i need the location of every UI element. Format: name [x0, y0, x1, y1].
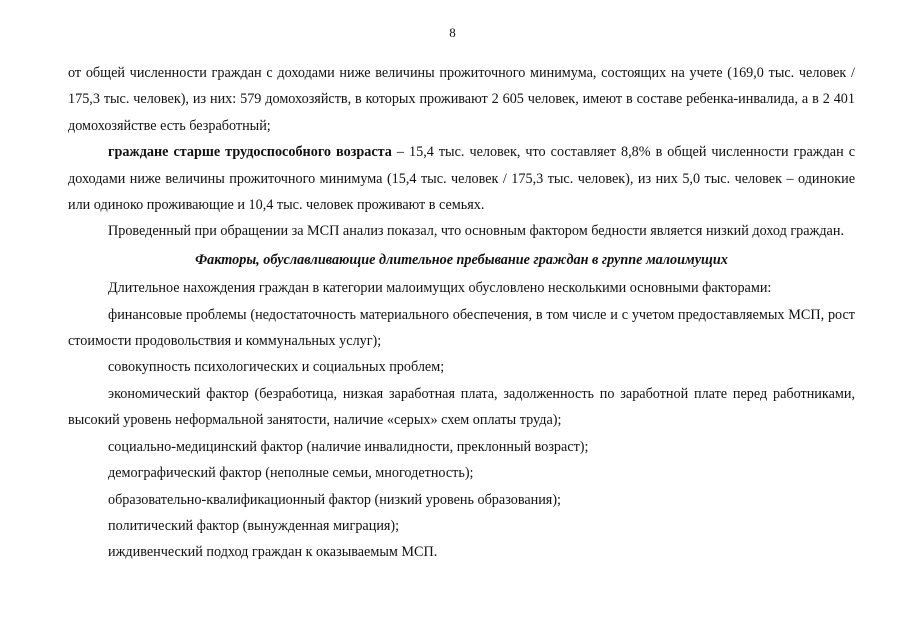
paragraph-text: – 15,4 тыс. человек, что составляет 8,8% в общей численности граждан с доходами ниже величины прожиточного минимума (15,4 тыс. человек / 175,3 тыс. человек), из них 5,0 тыс. человек – одинокие или одиноко проживающие и 10,4 тыс. человек проживают в семьях.: [68, 144, 855, 214]
factor-item: демографический фактор (неполные семьи, многодетность);: [108, 465, 474, 482]
bold-lead-text: граждане старше трудоспособного возраста: [108, 144, 392, 161]
page-number: 8: [449, 25, 456, 40]
factor-item: политический фактор (вынужденная миграция);: [108, 517, 400, 534]
section-heading: Факторы, обуславливающие длительное пребывание граждан в группе малоимущих: [195, 251, 728, 268]
document-body: [68, 60, 855, 566]
factors-intro: Длительное нахождения граждан в категории малоимущих обусловлено несколькими основными факторами:: [108, 280, 772, 297]
factor-item: экономический фактор (безработица, низкая заработная плата, задолженность по заработной плате перед работниками, высокий уровень неформальной занятости, наличие «серых» схем оплаты труда);: [68, 385, 855, 429]
paragraph-continuation: от общей численности граждан с доходами ниже величины прожиточного минимума, состоящих на учете (169,0 тыс. человек / 175,3 тыс. человек), из них: 579 домохозяйств, в которых проживают 2 605 человек, имеют в составе ребенка-инвалида, а в 2 401 домохозяйстве есть безработный;: [68, 65, 855, 134]
factor-item: совокупность психологических и социальных проблем;: [108, 359, 445, 376]
paragraph-analysis: Проведенный при обращении за МСП анализ показал, что основным фактором бедности является низкий доход граждан.: [108, 223, 844, 240]
factor-item: иждивенческий подход граждан к оказываемым МСП.: [108, 544, 438, 561]
factor-item: образовательно-квалификационный фактор (низкий уровень образования);: [108, 491, 562, 508]
factor-item: финансовые проблемы (недостаточность материального обеспечения, в том числе и с учетом предоставляемых МСП, рост стоимости продовольствия и коммунальных услуг);: [68, 306, 855, 350]
factor-item: социально-медицинский фактор (наличие инвалидности, преклонный возраст);: [108, 438, 589, 455]
paragraph-elderly-citizens: [68, 139, 855, 218]
